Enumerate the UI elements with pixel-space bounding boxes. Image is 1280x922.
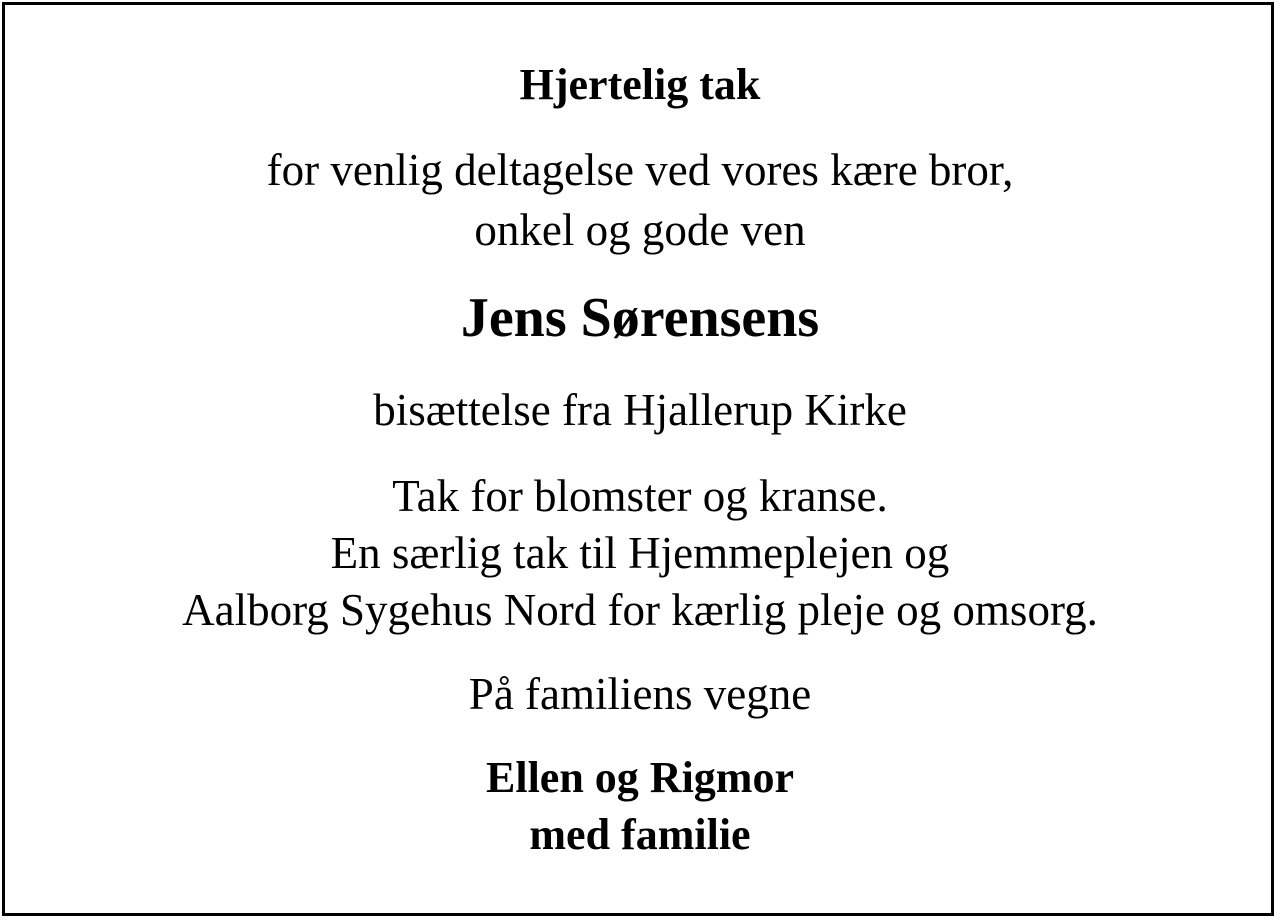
heading: Hjertelig tak — [519, 60, 761, 109]
ceremony-line: bisættelse fra Hjallerup Kirke — [373, 385, 907, 435]
deceased-name: Jens Sørensens — [460, 287, 820, 349]
behalf-line: På familiens vegne — [468, 669, 812, 719]
intro-line-1: for venlig deltagelse ved vores kære bror, — [266, 145, 1014, 195]
thanks-line-1: Tak for blomster og kranse. — [392, 471, 888, 521]
thanks-line-2: En særlig tak til Hjemmeplejen og — [330, 528, 950, 578]
thanks-line-3: Aalborg Sygehus Nord for kærlig pleje og omsorg. — [182, 585, 1098, 635]
signature-line-2: med familie — [529, 810, 751, 859]
signature-line-1: Ellen og Rigmor — [486, 753, 794, 802]
intro-line-2: onkel og gode ven — [474, 205, 806, 255]
